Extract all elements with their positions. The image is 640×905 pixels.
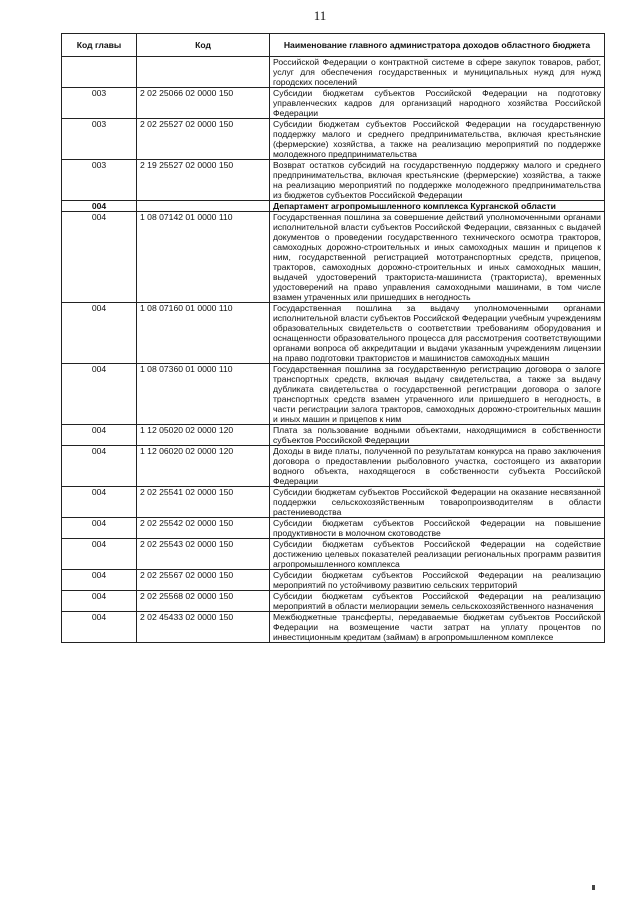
administrator-name-cell: Субсидии бюджетам субъектов Российской Федерации на государственную поддержку малого и среднего предпринимательства, включая крестьянские (фермерские) хозяйства, а также на реализацию мероприятий по поддержке молодежного предпринимательства <box>270 119 605 160</box>
chapter-code-cell <box>62 57 137 88</box>
revenue-code-cell: 1 08 07360 01 0000 110 <box>137 364 270 425</box>
administrator-name-cell: Субсидии бюджетам субъектов Российской Федерации на реализацию мероприятий по устойчивому развитию сельских территорий <box>270 570 605 591</box>
revenue-code-cell: 1 12 05020 02 0000 120 <box>137 425 270 446</box>
header-chapter-code: Код главы <box>62 34 137 57</box>
revenue-code-cell: 2 19 25527 02 0000 150 <box>137 160 270 201</box>
revenue-code-cell: 2 02 25543 02 0000 150 <box>137 539 270 570</box>
revenue-code-cell: 1 08 07142 01 0000 110 <box>137 212 270 303</box>
table-row <box>62 591 605 612</box>
administrator-name-cell: Доходы в виде платы, полученной по результатам конкурса на право заключения договора о предоставлении рыболовного участка, состоящего из акватории водного объекта, находящегося в собственности субъекта Российской Федерации <box>270 446 605 487</box>
revenue-administrators-table <box>61 33 605 643</box>
table-row <box>62 119 605 160</box>
table-body <box>62 57 605 643</box>
revenue-code-cell: 2 02 25527 02 0000 150 <box>137 119 270 160</box>
chapter-code-cell: 004 <box>62 425 137 446</box>
administrator-name-cell: Возврат остатков субсидий на государственную поддержку малого и среднего предпринимательства, включая крестьянские (фермерские) хозяйства, а также на реализацию мероприятий по поддержке молодежного предпринимательства из бюджетов субъектов Российской Федерации <box>270 160 605 201</box>
table-row <box>62 57 605 88</box>
chapter-code-cell: 003 <box>62 119 137 160</box>
administrator-name-cell: Государственная пошлина за государственную регистрацию договора о залоге транспортных средств, включая выдачу свидетельства, а также за выдачу дубликата свидетельства о государственной регистрации договора о залоге транспортных средств взамен утраченного или пришедшего в негодность, в части регистрации залога тракторов, самоходных дорожно-строительных машин и иных машин и прицепов к ним <box>270 364 605 425</box>
revenue-code-cell: 1 12 06020 02 0000 120 <box>137 446 270 487</box>
chapter-code-cell: 004 <box>62 591 137 612</box>
administrator-name-cell: Департамент агропромышленного комплекса Курганской области <box>270 201 605 212</box>
administrator-name-cell: Субсидии бюджетам субъектов Российской Федерации на повышение продуктивности в молочном скотоводстве <box>270 518 605 539</box>
header-code: Код <box>137 34 270 57</box>
chapter-code-cell: 004 <box>62 570 137 591</box>
table-row <box>62 303 605 364</box>
page-number: 11 <box>313 8 327 23</box>
corner-mark <box>592 885 595 890</box>
chapter-code-cell: 003 <box>62 160 137 201</box>
chapter-code-cell: 004 <box>62 201 137 212</box>
table-row <box>62 160 605 201</box>
revenue-code-cell: 2 02 25066 02 0000 150 <box>137 88 270 119</box>
administrator-name-cell: Субсидии бюджетам субъектов Российской Федерации на содействие достижению целевых показателей реализации региональных программ развития агропромышленного комплекса <box>270 539 605 570</box>
revenue-code-cell <box>137 57 270 88</box>
chapter-code-cell: 004 <box>62 487 137 518</box>
table-row <box>62 446 605 487</box>
revenue-code-cell: 2 02 25567 02 0000 150 <box>137 570 270 591</box>
revenue-code-cell: 2 02 25568 02 0000 150 <box>137 591 270 612</box>
table-header-row <box>62 34 605 57</box>
department-header-row <box>62 201 605 212</box>
chapter-code-cell: 004 <box>62 303 137 364</box>
revenue-code-cell: 1 08 07160 01 0000 110 <box>137 303 270 364</box>
administrator-name-cell: Субсидии бюджетам субъектов Российской Федерации на подготовку управленческих кадров для организаций народного хозяйства Российской Федерации <box>270 88 605 119</box>
revenue-code-cell: 2 02 45433 02 0000 150 <box>137 612 270 643</box>
administrator-name-cell: Государственная пошлина за выдачу уполномоченными органами исполнительной власти субъектов Российской Федерации учебным учреждениям образовательных свидетельств о соответствии требованиям оборудования и оснащенности образовательного процесса для рассмотрения соответствующими органами вопроса об аккредитации и выдачи указанным учреждениям лицензии на право подготовки трактористов и машинистов самоходных машин <box>270 303 605 364</box>
chapter-code-cell: 004 <box>62 518 137 539</box>
revenue-code-cell: 2 02 25541 02 0000 150 <box>137 487 270 518</box>
revenue-code-cell <box>137 201 270 212</box>
chapter-code-cell: 004 <box>62 612 137 643</box>
chapter-code-cell: 004 <box>62 446 137 487</box>
chapter-code-cell: 004 <box>62 212 137 303</box>
administrator-name-cell: Субсидии бюджетам субъектов Российской Федерации на реализацию мероприятий в области мелиорации земель сельскохозяйственного назначения <box>270 591 605 612</box>
chapter-code-cell: 004 <box>62 539 137 570</box>
table-row <box>62 539 605 570</box>
table-row <box>62 570 605 591</box>
table-row <box>62 425 605 446</box>
administrator-name-cell: Плата за пользование водными объектами, находящимися в собственности субъектов Российской Федерации <box>270 425 605 446</box>
table-row <box>62 487 605 518</box>
table-row <box>62 88 605 119</box>
administrator-name-cell: Межбюджетные трансферты, передаваемые бюджетам субъектов Российской Федерации на возмещение части затрат на уплату процентов по инвестиционным кредитам (займам) в агропромышленном комплексе <box>270 612 605 643</box>
chapter-code-cell: 003 <box>62 88 137 119</box>
table-row <box>62 364 605 425</box>
revenue-code-cell: 2 02 25542 02 0000 150 <box>137 518 270 539</box>
table-row <box>62 612 605 643</box>
header-administrator-name: Наименование главного администратора доходов областного бюджета <box>270 34 605 57</box>
administrator-name-cell: Субсидии бюджетам субъектов Российской Федерации на оказание несвязанной поддержки сельскохозяйственным товаропроизводителям в области растениеводства <box>270 487 605 518</box>
table-row <box>62 212 605 303</box>
chapter-code-cell: 004 <box>62 364 137 425</box>
administrator-name-cell: Государственная пошлина за совершение действий уполномоченными органами исполнительной власти субъектов Российской Федерации, связанных с выдачей документов о проведении государственного технического осмотра тракторов, самоходных дорожно-строительных и иных самоходных машин и прицепов к ним, государственной регистрацией мототранспортных средств, прицепов, тракторов, самоходных дорожно-строительных и иных самоходных машин, выдачей удостоверений тракториста-машиниста (тракториста), временных удостоверений на право управления самоходными машинами, в том числе взамен утраченных или пришедших в негодность <box>270 212 605 303</box>
table-row <box>62 518 605 539</box>
administrator-name-cell: Российской Федерации о контрактной системе в сфере закупок товаров, работ, услуг для обеспечения государственных и муниципальных нужд для нужд городских поселений <box>270 57 605 88</box>
